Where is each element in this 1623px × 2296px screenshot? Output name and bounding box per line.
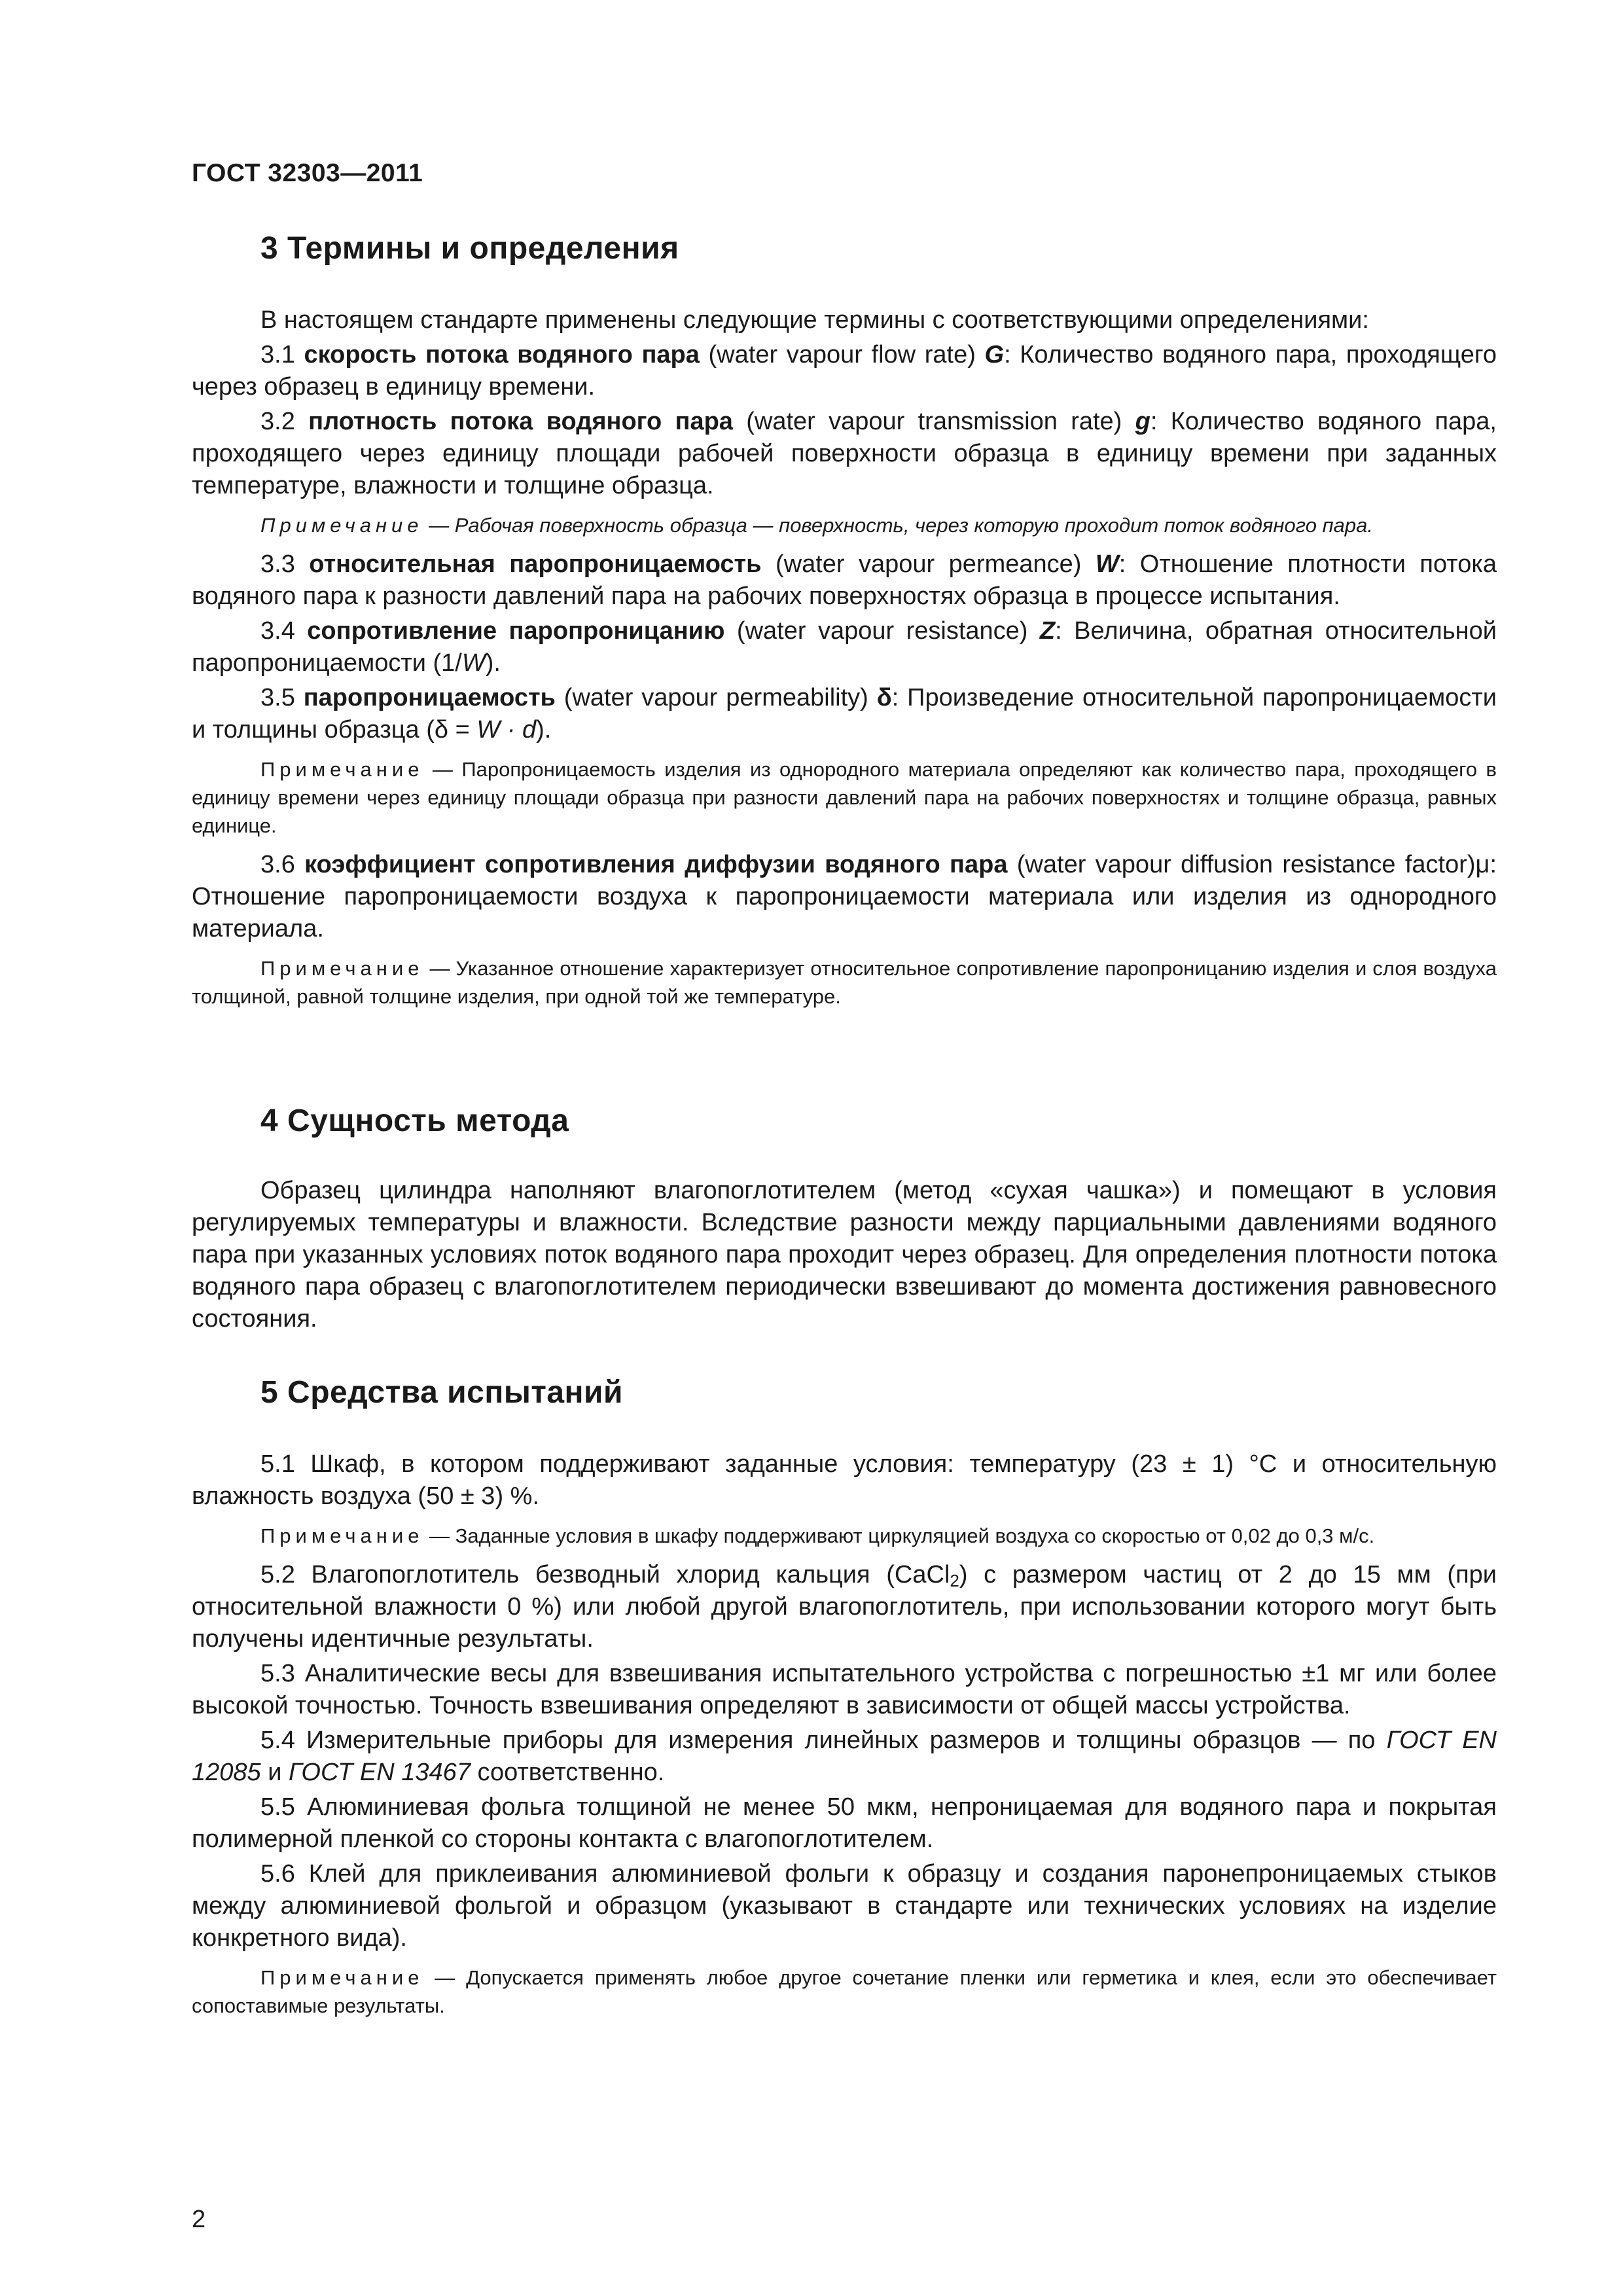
term-name: сопротивление паропроницанию (307, 617, 725, 645)
standard-reference: ГОСТ EN 13467 (289, 1759, 471, 1786)
note-3-2: Примечание — Рабочая поверхность образца — поверхность, через которую проходит поток водяного пара. (260, 514, 1373, 537)
term-symbol: g (1135, 408, 1150, 435)
document-code: ГОСТ 32303—2011 (192, 159, 423, 187)
item-5-6: 5.6 Клей для приклеивания алюминиевой фольги к образцу и создания паронепроницаемых стыков между алюминиевой фольгой и образцом (указывают в стандарте или технических условиях на изделие конкретного вида). (192, 1860, 1497, 1952)
note-label: Примечание (260, 514, 423, 537)
item-5-3: 5.3 Аналитические весы для взвешивания испытательного устройства с погрешностью ±1 мг или более высокой точностью. Точность взвешивания определяют в зависимости от общей массы устройства. (192, 1660, 1497, 1719)
term-symbol: δ (876, 684, 892, 711)
term-name: коэффициент сопротивления диффузии водяного пара (304, 851, 1008, 878)
note-label: Примечание (260, 957, 424, 980)
section-3-intro: В настоящем стандарте применены следующие термины с соответствующими определениями: (260, 306, 1369, 334)
section-5-body (192, 1448, 1497, 2020)
note-3-5: Примечание — Паропроницаемость изделия из однородного материала определяют как количество пара, проходящего в единицу времени через единицу площади образца при разности давлений пара на рабочих поверхностях и толщине образца, равных единице. (192, 758, 1497, 837)
section-4-body (192, 1175, 1497, 1338)
section-4-heading: 4 Сущность метода (260, 1103, 569, 1138)
term-3-6: 3.6 коэффициент сопротивления диффузии водяного пара (water vapour diffusion resistance factor)μ: Отношение паропроницаемости воздуха к паропроницаемости материала или изделия из однородного материала. (192, 851, 1497, 942)
note-5-1: Примечание — Заданные условия в шкафу поддерживают циркуляцией воздуха со скоростью от 0,02 до 0,3 м/с. (260, 1524, 1375, 1547)
standard-reference: ГОСТ EN 12085 (192, 1727, 1497, 1786)
term-name: относительная паропроницаемость (309, 550, 762, 578)
item-5-1: 5.1 Шкаф, в котором поддерживают заданные условия: температуру (23 ± 1) °С и относительную влажность воздуха (50 ± 3) %. (192, 1450, 1497, 1510)
term-symbol: G (984, 341, 1005, 368)
item-5-4: 5.4 Измерительные приборы для измерения линейных размеров и толщины образцов — по ГОСТ EN 12085 и ГОСТ EN 13467 соответственно. (192, 1727, 1497, 1786)
term-3-2: 3.2 плотность потока водяного пара (water vapour transmission rate) g: Количество водяного пара, проходящего через единицу площади рабочей поверхности образца в единицу времени при заданных температуре, влажности и толщине образца. (192, 408, 1497, 499)
term-symbol: μ (1475, 851, 1490, 878)
term-3-5: 3.5 паропроницаемость (water vapour permeability) δ: Произведение относительной паропроницаемости и толщины образца (δ = W · d). (192, 684, 1497, 744)
section-3-body (192, 304, 1497, 1011)
term-3-3: 3.3 относительная паропроницаемость (water vapour permeance) W: Отношение плотности потока водяного пара к разности давлений пара на рабочих поверхностях образца в процессе испытания. (192, 550, 1497, 610)
note-3-6: Примечание — Указанное отношение характеризует относительное сопротивление паропроницанию изделия и слоя воздуха толщиной, равной толщине изделия, при одной той же температуре. (192, 957, 1497, 1008)
term-3-4: 3.4 сопротивление паропроницанию (water vapour resistance) Z: Величина, обратная относительной паропроницаемости (1/W). (192, 617, 1497, 677)
section-4-text: Образец цилиндра наполняют влагопоглотителем (метод «сухая чашка») и помещают в условия регулируемых температуры и влажности. Вследствие разности между парциальными давлениями водяного пара при указанных условиях поток водяного пара проходит через образец. Для определения плотности потока водяного пара образец с влагопоглотителем периодически взвешивают до момента достижения равновесного состояния. (192, 1177, 1497, 1333)
term-name: скорость потока водяного пара (304, 341, 700, 368)
term-symbol: Z (1039, 617, 1056, 645)
item-5-5: 5.5 Алюминиевая фольга толщиной не менее 50 мкм, непроницаемая для водяного пара и покрытая полимерной пленкой со стороны контакта с влагопоглотителем. (192, 1793, 1497, 1853)
item-5-2: 5.2 Влагопоглотитель безводный хлорид кальция (CaCl$_2$) с размером частиц от 2 до 15 мм (при относительной влажности 0 %) или любой другой влагопоглотитель, при использовании которого могут быть получены идентичные результаты. (192, 1561, 1497, 1653)
section-5-heading: 5 Средства испытаний (260, 1375, 624, 1410)
term-name: плотность потока водяного пара (308, 408, 733, 435)
term-name: паропроницаемость (303, 684, 556, 711)
note-label: Примечание (260, 1524, 424, 1547)
page-number: 2 (192, 2206, 206, 2233)
note-5-6: Примечание — Допускается применять любое другое сочетание пленки или герметика и клея, если это обеспечивает сопоставимые результаты. (192, 1966, 1497, 2017)
note-label: Примечание (260, 1966, 424, 1989)
section-3-heading: 3 Термины и определения (260, 231, 679, 266)
term-symbol: W (1095, 550, 1119, 578)
note-label: Примечание (260, 758, 424, 781)
term-3-1: 3.1 скорость потока водяного пара (water vapour flow rate) G: Количество водяного пара, проходящего через образец в единицу времени. (192, 341, 1497, 401)
